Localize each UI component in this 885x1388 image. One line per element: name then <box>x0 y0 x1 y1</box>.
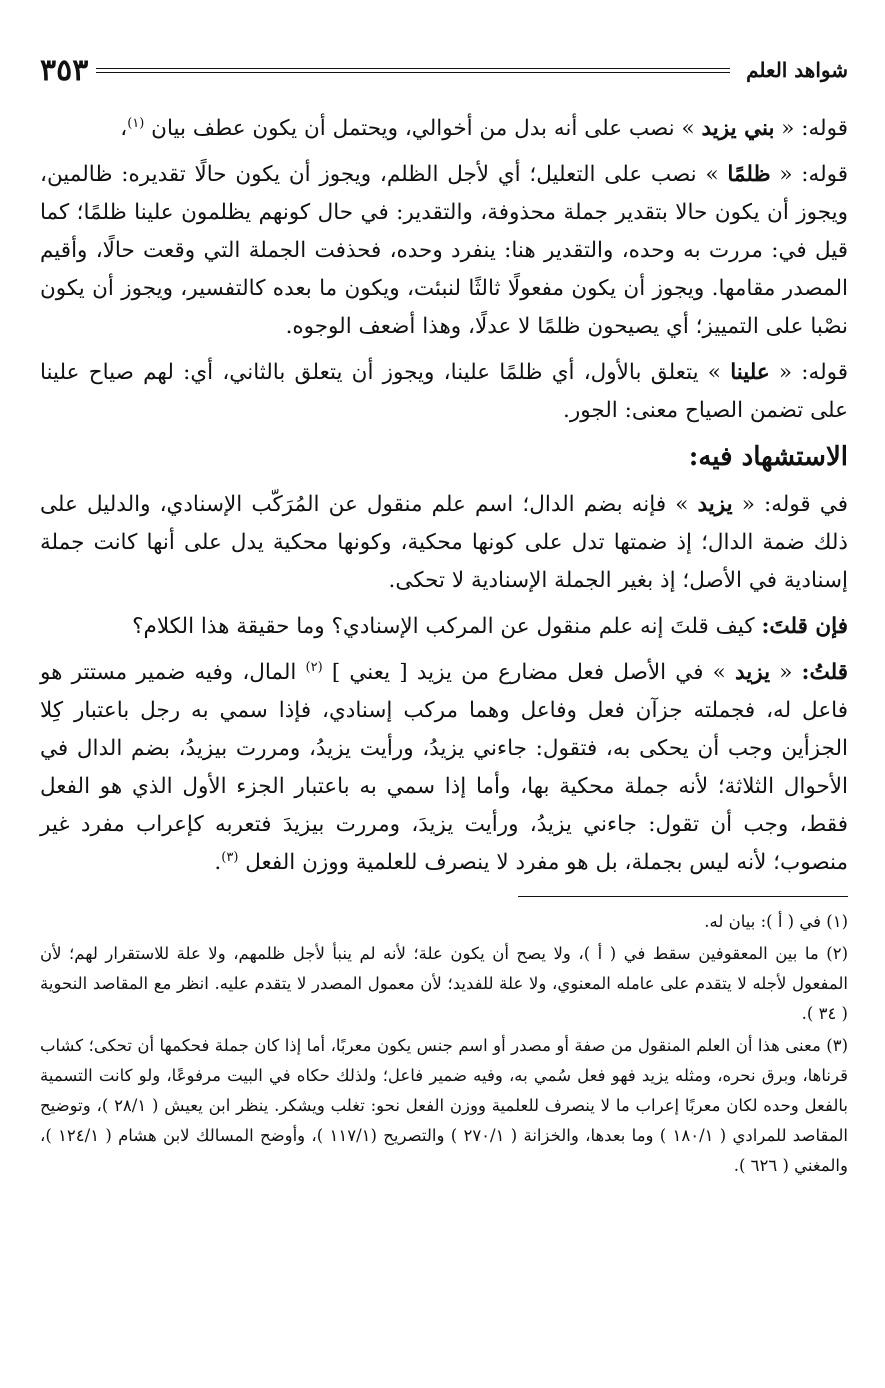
paragraph-zulman <box>40 156 848 346</box>
body-text <box>40 110 848 882</box>
running-title: شواهد العلم <box>746 58 848 82</box>
page-header <box>40 48 848 92</box>
page-number: ٣٥٣ <box>40 52 89 88</box>
text-run: قوله: « <box>774 116 848 141</box>
paragraph-alayna <box>40 354 848 430</box>
footnote: (٣) معنى هذا أن العلم المنقول من صفة أو مصدر أو اسم جنس يكون معربًا، أما إذا كان جملة فحكمها أن تحكى؛ كشاب قرناها، وبرق نحره، ومثله يزيد فهو فعل سُمي به، وفيه ضمير فاعل؛ ولذلك حكاه في البيت مرفوعًا، ولو كانت التسمية بالفعل وحده لكان معربًا إعراب ما لا ينصرف للعلمية ووزن الفعل نحو: تغلب ويشكر. ينظر ابن يعيش ( ٢٨/١ )، وتوضيح المقاصد للمرادي ( ١٨٠/١ ) وما بعدها، والخزانة ( ٢٧٠/١ ) والتصريح (١١٧/١ )، وأوضح المسالك لابن هشام ( ١٢٤/١ )، والمغني ( ٦٢٦ ). <box>40 1036 848 1175</box>
footnote-separator <box>518 896 848 897</box>
answer-lead: قلتُ: <box>801 660 848 685</box>
quoted-word: ظلمًا <box>727 162 771 187</box>
text-run: » نصب على أنه بدل من أخوالي، ويحتمل أن يكون عطف بيان <box>144 116 702 141</box>
header-rule <box>96 68 730 73</box>
text-run: قوله: « <box>769 360 848 385</box>
footnote-ref: (٢) <box>305 659 323 675</box>
footnote: (٢) ما بين المعقوفين سقط في ( أ )، ولا يصح أن يكون علة؛ لأنه لم ينبأ لأجل ظلمهم، ولا علة للاستقرار لهم؛ لأن المفعول لأجله لا يتقدم على عامله المعنوي، ولا علة للفديد؛ لأن معمول المصدر لا يتقدم عليه. انظر مع المقاصد النحوية ( ٣٤ ). <box>40 944 848 1023</box>
text-run: » في الأصل فعل مضارع من يزيد [ يعني ] <box>322 660 735 685</box>
footnotes <box>40 907 848 1181</box>
footnote: (١) في ( أ ): بيان له. <box>704 912 848 931</box>
text-run: المال، وفيه ضمير مستتر هو فاعل له، فجملته جزآن فعل وفاعل وهما مركب إسنادي، فإذا سمي به رجل باعتبار كِلا الجزأين وجب أن يحكى به، فتقول: جاءني يزيدُ، ورأيت يزيدُ، ومررت بيزيدُ، بضم الدال في الأحوال الثلاثة؛ لأنه جملة محكية بها، وأما إذا سمي به باعتبار الجزء الأول الذي هو الفعل فقط، وجب أن تقول: جاءني يزيدُ، ورأيت يزيدَ، ومررت بيزيدَ فتعربه كإعراب مفرد غير منصوب؛ لأنه ليس بجملة، بل هو مفرد لا ينصرف للعلمية ووزن الفعل <box>40 660 848 875</box>
paragraph-answer <box>40 654 848 882</box>
quoted-word: يزيد <box>734 660 771 685</box>
question-lead: فإن قلتَ: <box>761 614 848 639</box>
text-run: في قوله: « <box>732 492 848 517</box>
text-run: » نصب على التعليل؛ أي لأجل الظلم، ويجوز أن يكون حالًا تقديره: ظالمين، ويجوز أن يكون حالا بتقدير جملة محذوفة، والتقدير: في حال كونهم يظلمون علينا ظلمًا؛ كما قيل في: مررت به وحده، والتقدير هنا: ينفرد وحده، فحذفت الجملة التي وقعت حالًا، وأقيم المصدر مقامها. ويجوز أن يكون مفعولًا ثالثًا لنبئت، ويكون ما بعده كالتفسير، ويجوز أن يكون نصْبا على التمييز؛ أي يصيحون ظلمًا لا عدلًا، وهذا أضعف الوجوه. <box>40 162 848 339</box>
section-heading: الاستشهاد فيه: <box>688 442 848 472</box>
text-run: ، <box>120 116 128 141</box>
paragraph-question <box>40 608 848 646</box>
quoted-word: بني يزيد <box>701 116 775 141</box>
quoted-word: يزيد <box>697 492 733 517</box>
text-run: قوله: « <box>770 162 848 187</box>
footnote-ref: (٣) <box>221 849 239 865</box>
text-run: . <box>214 850 222 875</box>
text-run: « <box>770 660 802 685</box>
text-run: » فإنه بضم الدال؛ اسم علم منقول عن المُرَكّب الإسنادي، والدليل على ذلك ضمة الدال؛ إذ ضمتها تدل على كونها محكية، وكونها محكية يدل على أنها كانت جملة إسنادية في الأصل؛ إذ بغير الجملة الإسنادية لا تحكى. <box>40 492 848 593</box>
paragraph-istishhad <box>40 486 848 600</box>
paragraph-bani-yazid <box>40 110 848 148</box>
footnote-ref: (١) <box>127 115 145 131</box>
book-page <box>40 48 848 1358</box>
text-run: كيف قلتَ إنه علم منقول عن المركب الإسنادي؟ وما حقيقة هذا الكلام؟ <box>132 614 762 639</box>
quoted-word: علينا <box>730 360 770 385</box>
text-run: » يتعلق بالأول، أي ظلمًا علينا، ويجوز أن يتعلق بالثاني، أي: لهم صياح علينا على تضمن الصياح معنى: الجور. <box>40 360 848 423</box>
